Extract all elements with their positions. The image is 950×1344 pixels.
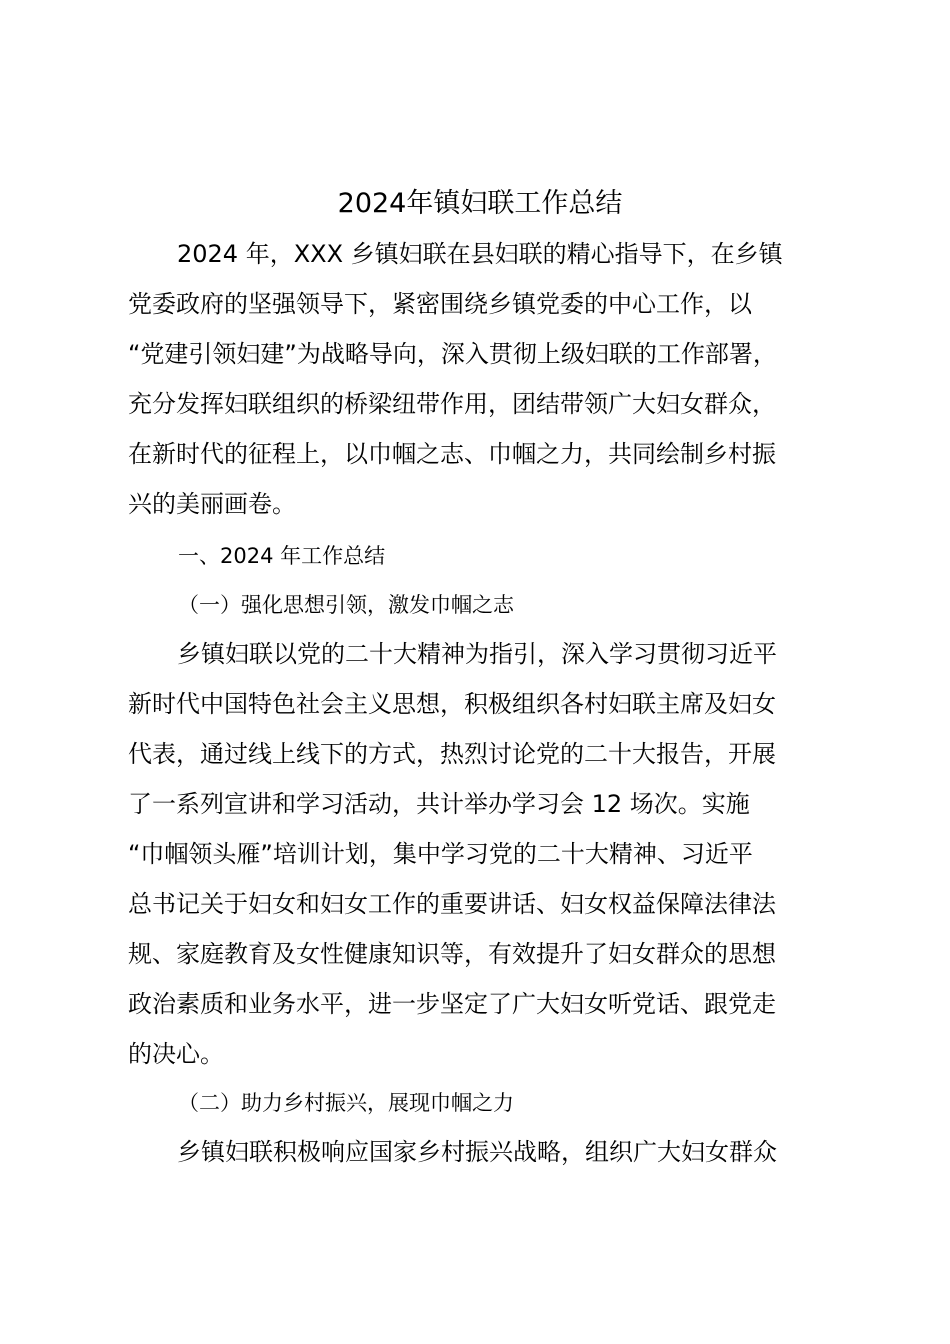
subsection-1-heading: （一）强化思想引领，激发巾帼之志 [178,593,514,617]
subsection-1-line-9: 的决心。 [128,1040,224,1068]
section-1-heading: 一、2024 年工作总结 [178,544,386,568]
intro-line-1: 2024 年，XXX 乡镇妇联在县妇联的精心指导下，在乡镇 [177,240,783,268]
intro-line-3: “党建引领妇建”为战略导向，深入贯彻上级妇联的工作部署， [128,340,777,368]
intro-line-4: 充分发挥妇联组织的桥梁纽带作用，团结带领广大妇女群众， [128,390,776,418]
subsection-1-line-1: 乡镇妇联以党的二十大精神为指引，深入学习贯彻习近平 [177,640,777,668]
subsection-1-line-4: 了一系列宣讲和学习活动，共计举办学习会 12 场次。实施 [128,790,750,818]
subsection-1-line-8: 政治素质和业务水平，进一步坚定了广大妇女听党话、跟党走 [128,990,776,1018]
intro-line-2: 党委政府的坚强领导下，紧密围绕乡镇党委的中心工作，以 [128,290,752,318]
subsection-1-line-2: 新时代中国特色社会主义思想，积极组织各村妇联主席及妇女 [128,690,776,718]
subsection-1-line-5: “巾帼领头雁”培训计划，集中学习党的二十大精神、习近平 [128,840,753,868]
subsection-2-line-1: 乡镇妇联积极响应国家乡村振兴战略，组织广大妇女群众 [177,1138,777,1166]
intro-line-5: 在新时代的征程上，以巾帼之志、巾帼之力，共同绘制乡村振 [128,440,776,468]
document-title: 2024年镇妇联工作总结 [337,188,623,219]
subsection-1-line-7: 规、家庭教育及女性健康知识等，有效提升了妇女群众的思想 [128,940,776,968]
subsection-1-line-3: 代表，通过线上线下的方式，热烈讨论党的二十大报告，开展 [128,740,776,768]
subsection-1-line-6: 总书记关于妇女和妇女工作的重要讲话、妇女权益保障法律法 [128,890,776,918]
intro-line-6: 兴的美丽画卷。 [128,490,296,518]
subsection-2-heading: （二）助力乡村振兴，展现巾帼之力 [178,1091,514,1115]
